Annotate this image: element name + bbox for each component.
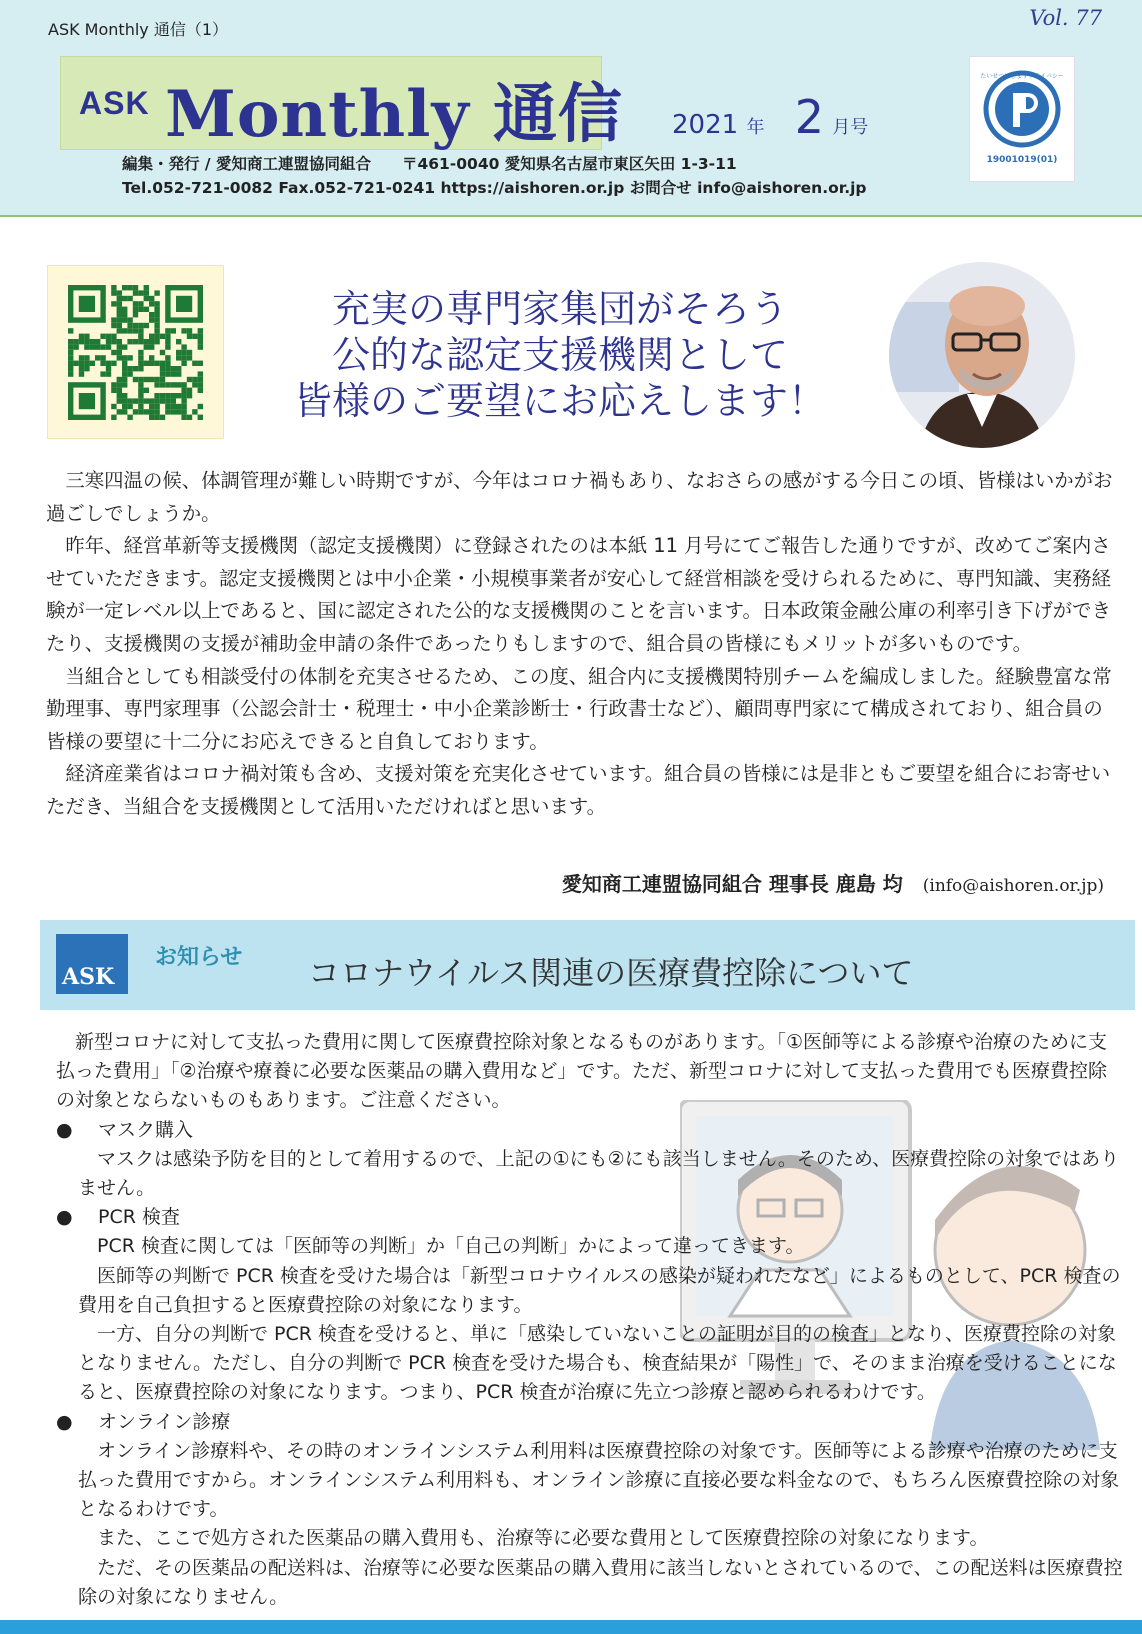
newsletter-header xyxy=(0,0,1142,217)
section-paragraph: また、ここで処方された医薬品の購入費用も、治療等に必要な費用として医療費控除の対象になります。 xyxy=(97,1527,989,1550)
chairman-photo xyxy=(889,262,1075,448)
bullet-icon: ● xyxy=(56,1118,73,1141)
section-heading-mask xyxy=(56,1116,1124,1145)
privacy-mark-logo xyxy=(969,56,1075,182)
letter-paragraph: 経済産業省はコロナ禍対策も含め、支援対策を充実化させています。組合員の皆様には是非ともご要望を組合にお寄せいただき、当組合を支援機関として活用いただければと思います。 xyxy=(46,762,1111,818)
headline-line-3: 皆様のご要望にお応えします！ xyxy=(293,379,826,423)
privacy-mark-number: 19001019(01) xyxy=(986,155,1058,165)
chairman-letter xyxy=(46,465,1121,824)
issue-month: 2 xyxy=(794,90,824,144)
privacy-mark-caption: たいせつにしますプライバシー xyxy=(980,73,1064,80)
chairman-portrait xyxy=(889,262,1075,448)
section-heading: オンライン診療 xyxy=(98,1410,231,1433)
letter-paragraph: 三寒四温の候、体調管理が難しい時期ですが、今年はコロナ禍もあり、なおさらの感がする今日この頃、皆様はいかがお過ごしでしょうか。 xyxy=(46,469,1113,525)
headline-line-1: 充実の専門家集団がそろう xyxy=(331,287,788,331)
publisher-line-2: Tel.052-721-0082 Fax.052-721-0241 https://aishoren.or.jp お問合せ info@aishoren.or.jp xyxy=(122,179,867,197)
signature-email[interactable]: (info@aishoren.or.jp) xyxy=(922,876,1104,896)
headline-line-2: 公的な認定支援機関として xyxy=(331,333,788,377)
masthead-ask: ASK xyxy=(79,85,150,121)
section-paragraph: 一方、自分の判断で PCR 検査を受けると、単に「感染していないことの証明が目的の検査」となり、医療費控除の対象となりません。ただし、自分の判断で PCR 検査を受けた場合も、検査結果が「陽性」で、そのまま治療を受けることになると、医療費控除の対象になります。つまり、PCR 検査が治療に先立つ診療と認められるわけです。 xyxy=(78,1323,1117,1404)
issue-month-unit: 月号 xyxy=(832,117,869,138)
bullet-icon: ● xyxy=(56,1410,73,1433)
ask-logo-text: ASK xyxy=(62,964,115,990)
issue-date xyxy=(672,90,868,144)
page-label: ASK Monthly 通信（1） xyxy=(48,20,229,39)
letter-paragraph: 昨年、経営革新等支援機関（認定支援機関）に登録されたのは本紙 11 月号にてご報告した通りですが、改めてご案内させていただきます。認定支援機関とは中小企業・小規模事業者が安心して経営相談を受けられるために、専門知識、実務経験が一定レベル以上であると、国に認定された公的な支援機関のことを言います。日本政策金融公庫の利率引き下げができたり、支援機関の支援が補助金申請の条件であったりもしますので、組合員の皆様にもメリットが多いものです。 xyxy=(46,534,1111,655)
letter-paragraph: 当組合としても相談受付の体制を充実させるため、この度、組合内に支援機関特別チームを編成しました。経験豊富な常勤理事、専門家理事（公認会計士・税理士・中小企業診断士・行政書士など）、顧問専門家にて構成されており、組合員の皆様の要望に十二分にお応えできると自負しております。 xyxy=(46,664,1112,753)
issue-year-unit: 年 xyxy=(746,117,765,138)
section-paragraph: マスクは感染予防を目的として着用するので、上記の①にも②にも該当しません。そのため、医療費控除の対象ではありません。 xyxy=(78,1147,1120,1200)
footer-bar xyxy=(0,1620,1142,1634)
qr-code[interactable] xyxy=(47,265,224,439)
bullet-icon: ● xyxy=(56,1206,73,1229)
notice-body xyxy=(56,1028,1124,1612)
notice-title: コロナウイルス関連の医療費控除について xyxy=(308,954,914,992)
notice-label: お知らせ xyxy=(155,945,243,970)
qr-code-icon xyxy=(48,266,223,438)
volume-number: Vol. 77 xyxy=(1029,6,1102,30)
issue-year: 2021 xyxy=(672,110,739,140)
section-paragraph: 医師等の判断で PCR 検査を受けた場合は「新型コロナウイルスの感染が疑われたなど」によるものとして、PCR 検査の費用を自己負担すると医療費控除の対象になります。 xyxy=(78,1264,1121,1316)
notice-intro: 新型コロナに対して支払った費用に関して医療費控除対象となるものがあります。「①医師等による診療や治療のために支払った費用」「②治療や療養に必要な医薬品の購入費用など」です。ただ、新型コロナに対して支払った費用でも医療費控除の対象とならないものもあります。ご注意ください。 xyxy=(56,1031,1108,1112)
ask-logo xyxy=(56,934,128,994)
masthead-main: Monthly 通信 xyxy=(165,77,623,152)
section-heading: マスク購入 xyxy=(98,1118,194,1141)
notice-header xyxy=(40,920,1135,1010)
publisher-line-1: 編集・発行 / 愛知商工連盟協同組合 〒461-0040 愛知県名古屋市東区矢田 1-3-11 xyxy=(122,155,737,173)
signature-name: 愛知商工連盟協同組合 理事長 鹿島 均 xyxy=(561,872,903,896)
section-heading-pcr xyxy=(56,1203,1124,1232)
letter-signature xyxy=(562,868,1104,897)
section-paragraph: オンライン診療料や、その時のオンラインシステム利用料は医療費控除の対象です。医師等による診療や治療のために支払った費用ですから。オンラインシステム利用料も、オンライン診療に直接必要な料金なので、もちろん医療費控除の対象となるわけです。 xyxy=(78,1439,1120,1521)
section-heading: PCR 検査 xyxy=(98,1206,180,1229)
section-paragraph: ただ、その医薬品の配送料は、治療等に必要な医薬品の購入費用に該当しないとされているので、この配送料は医療費控除の対象になりません。 xyxy=(78,1556,1123,1608)
masthead-title xyxy=(60,56,623,152)
feature-headline xyxy=(240,286,880,424)
section-paragraph: PCR 検査に関しては「医師等の判断」か「自己の判断」かによって違ってきます。 xyxy=(97,1235,805,1258)
section-heading-online xyxy=(56,1408,1124,1437)
